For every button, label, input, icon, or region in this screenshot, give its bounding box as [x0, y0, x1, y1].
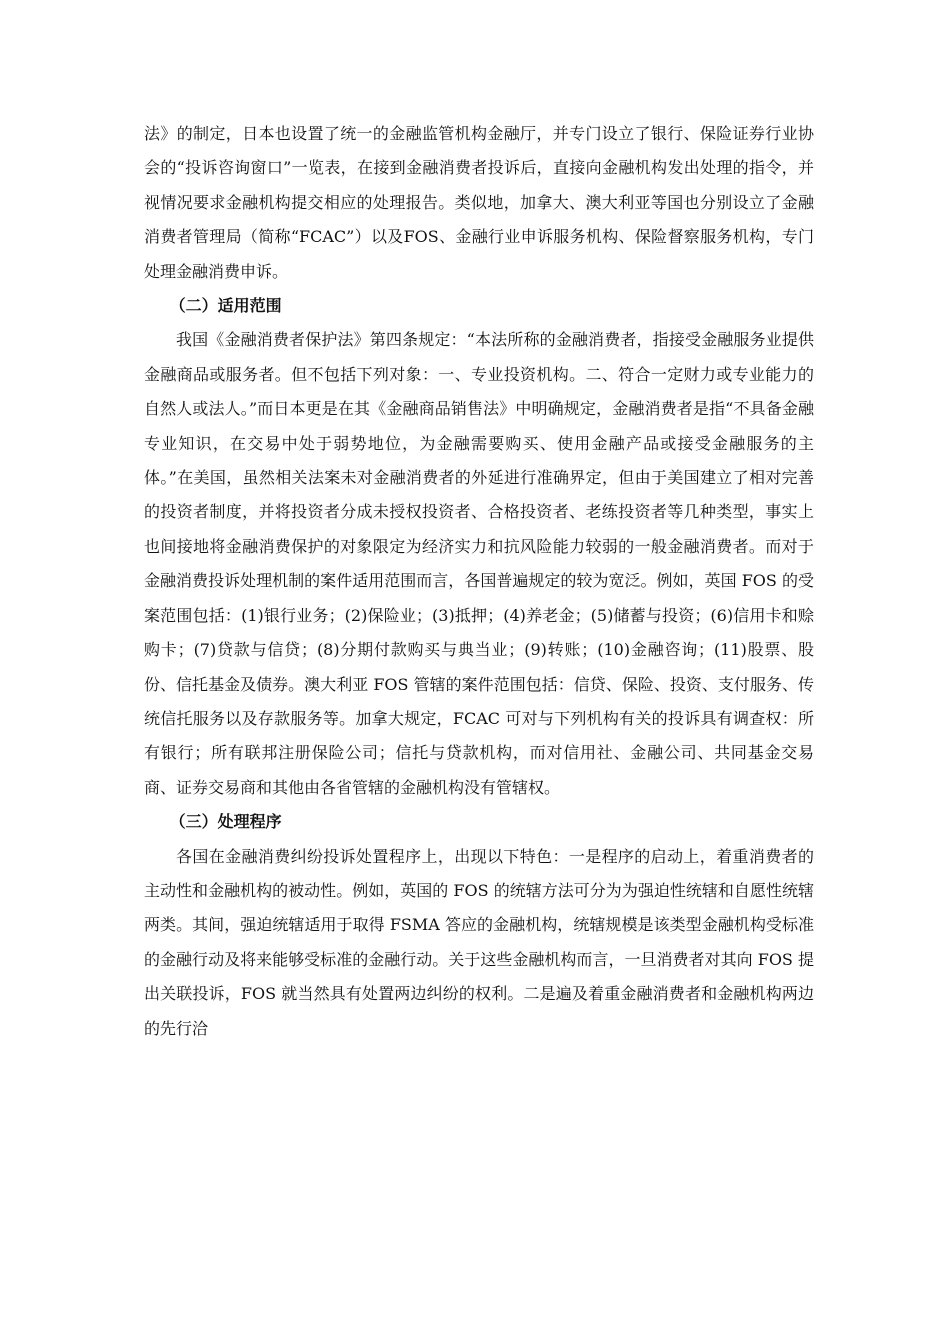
document-body [144, 117, 814, 1046]
section-heading-procedure: （三）处理程序 [169, 812, 282, 832]
body-paragraph: 各国在金融消费纠纷投诉处置程序上，出现以下特色：一是程序的启动上，着重消费者的主动性和金融机构的被动性。例如，英国的 FOS 的统辖方法可分为为强迫性统辖和自愿性统辖两类。其间，强迫统辖适用于取得 FSMA 答应的金融机构，统辖规模是该类型金融机构受标准的金融行动及将来能够受标准的金融行动。关于这些金融机构而言，一旦消费者对其向 FOS 提出关联投诉，FOS 就当然具有处置两边纠纷的权利。二是遍及着重金融消费者和金融机构两边的先行洽 [144, 846, 814, 1038]
section-heading-scope: （二）适用范围 [169, 296, 282, 316]
body-paragraph: 法》的制定，日本也设置了统一的金融监管机构金融厅，并专门设立了银行、保险证券行业协会的“投诉咨询窗口”一览表，在接到金融消费者投诉后，直接向金融机构发出处理的指令，并视情况要求金融机构提交相应的处理报告。类似地，加拿大、澳大利亚等国也分别设立了金融消费者管理局（简称“FCAC”）以及FOS、金融行业申诉服务机构、保险督察服务机构，专门处理金融消费申诉。 [144, 124, 814, 281]
body-paragraph: 我国《金融消费者保护法》第四条规定：“本法所称的金融消费者，指接受金融服务业提供金融商品或服务者。但不包括下列对象：一、专业投资机构。二、符合一定财力或专业能力的自然人或法人。”而日本更是在其《金融商品销售法》中明确规定，金融消费者是指“不具备金融专业知识，在交易中处于弱势地位，为金融需要购买、使用金融产品或接受金融服务的主体。”在美国，虽然相关法案未对金融消费者的外延进行准确界定，但由于美国建立了相对完善的投资者制度，并将投资者分成未授权投资者、合格投资者、老练投资者等几种类型，事实上也间接地将金融消费保护的对象限定为经济实力和抗风险能力较弱的一般金融消费者。而对于金融消费投诉处理机制的案件适用范围而言，各国普遍规定的较为宽泛。例如，英国 FOS 的受案范围包括：(1)银行业务；(2)保险业；(3)抵押；(4)养老金；(5)储蓄与投资；(6)信用卡和赊购卡；(7)贷款与信贷；(8)分期付款购买与典当业；(9)转账；(10)金融咨询；(11)股票、股份、信托基金及债券。澳大利亚 FOS 管辖的案件范围包括：信贷、保险、投资、支付服务、传统信托服务以及存款服务等。加拿大规定，FCAC 可对与下列机构有关的投诉具有调查权：所有银行；所有联邦注册保险公司；信托与贷款机构，而对信用社、金融公司、共同基金交易商、证券交易商和其他由各省管辖的金融机构没有管辖权。 [144, 330, 814, 797]
